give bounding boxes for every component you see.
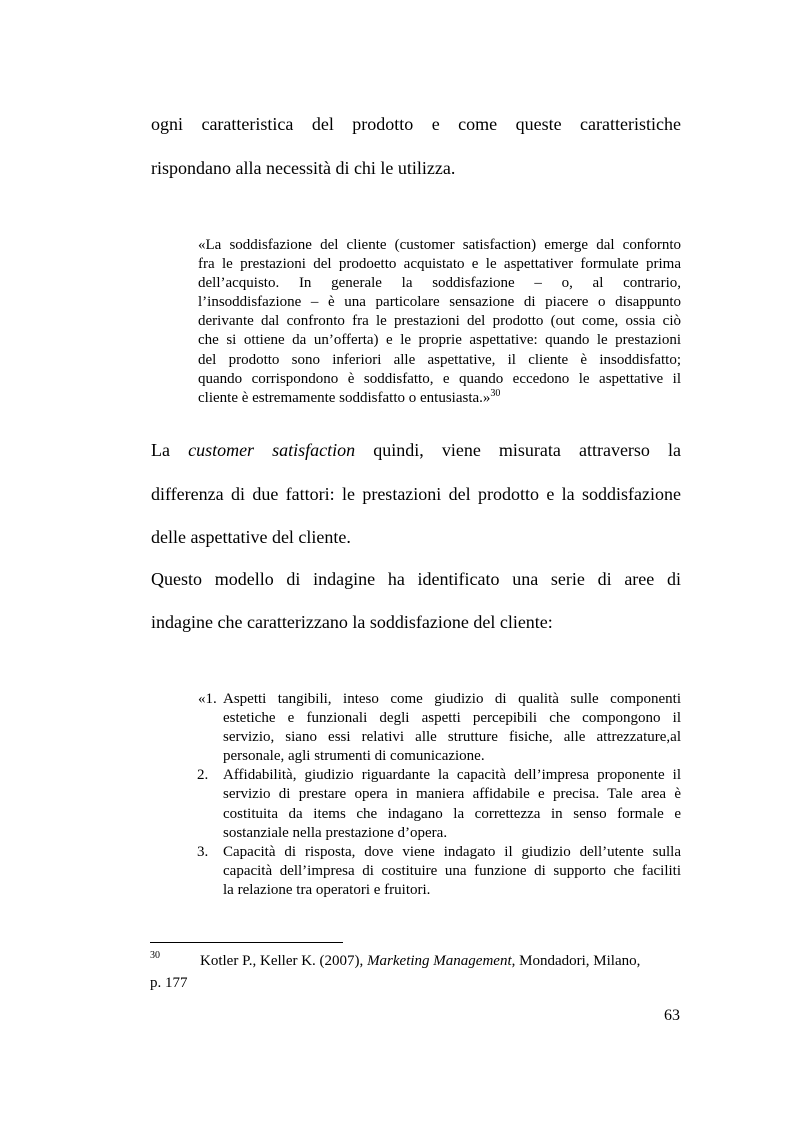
quote-line: «La soddisfazione del cliente (customer satisfaction) emerge dal confornto <box>198 237 681 253</box>
list-line: personale, agli strumenti di comunicazione. <box>223 748 485 765</box>
footnote-reference[interactable]: 30 <box>490 387 501 399</box>
body-line: rispondano alla necessità di chi le utilizza. <box>151 158 456 178</box>
list-line: sostanziale nella prestazione d’opera. <box>223 824 448 841</box>
list-line: Capacità di risposta, dove viene indagato il giudizio dell’utente sulla <box>223 843 681 860</box>
quote-line: l’insoddisfazione – è una particolare sensazione di piacere o disappunto <box>198 294 681 311</box>
quote-last-text: cliente è estremamente soddisfatto o entusiasta.» <box>198 389 491 406</box>
block-quote <box>198 236 681 408</box>
list-item <box>198 766 681 842</box>
body-text-segment: quindi, viene misurata attraverso la <box>373 440 682 460</box>
italic-term: customer satisfaction <box>188 440 356 460</box>
body-line: delle aspettative del cliente. <box>151 527 351 547</box>
body-line: ogni caratteristica del prodotto e come queste caratteristiche <box>151 114 681 134</box>
footnote-line: p. 177 <box>150 975 188 991</box>
quote-line: che si ottiene da un’offerta) e le proprie aspettative: quando le prestazioni <box>198 332 681 349</box>
list-number: 3. <box>197 843 209 860</box>
body-text-segment: La <box>151 440 170 460</box>
quote-line <box>198 389 681 408</box>
list-line: Affidabilità, giudizio riguardante la capacità dell’impresa proponente il <box>223 767 681 784</box>
list-item <box>198 690 681 766</box>
body-line <box>151 440 681 461</box>
list-item <box>198 843 681 900</box>
numbered-list <box>198 690 681 900</box>
list-line: servizio di prestare opera in maniera affidabile e precisa. Tale area è <box>223 786 681 803</box>
quote-line: fra le prestazioni del prodoetto acquistato e le aspettativer formulate prima <box>198 256 681 273</box>
footnote-line <box>150 950 680 972</box>
body-line: indagine che caratterizzano la soddisfazione del cliente: <box>151 612 553 632</box>
footnote-text: , Mondadori, Milano, <box>511 953 641 969</box>
quote-line: derivante dal confronto fra le prestazioni del prodotto (out come, ossia ciò <box>198 313 681 330</box>
footnote-title: Marketing Management <box>367 953 512 969</box>
list-number: 2. <box>197 767 209 784</box>
list-line: Aspetti tangibili, inteso come giudizio di qualità sulle componenti <box>223 691 681 707</box>
footnote <box>150 950 680 994</box>
list-line: estetiche e funzionali degli aspetti percepibili che compongono il <box>223 710 681 727</box>
list-number: «1. <box>198 691 217 707</box>
footnote-text: Kotler P., Keller K. (2007), <box>200 953 364 969</box>
list-line: servizio, siano essi relativi alle strutture fisiche, alle attrezzature,al <box>223 729 681 746</box>
body-line: differenza di due fattori: le prestazioni del prodotto e la soddisfazione <box>151 484 681 504</box>
list-line: capacità dell’impresa di costituire una funzione di supporto che faciliti <box>223 862 681 879</box>
quote-line: quando corrispondono è soddisfatto, e quando eccedono le aspettative il <box>198 370 681 387</box>
quote-line: del prodotto sono inferiori alle aspettative, il cliente è insoddisfatto; <box>198 351 681 368</box>
list-line: la relazione tra operatori e fruitori. <box>223 881 431 898</box>
quote-line: dell’acquisto. In generale la soddisfazione – o, al contrario, <box>198 275 681 292</box>
footnote-separator <box>150 942 343 943</box>
footnote-mark: 30 <box>150 950 160 961</box>
page-number: 63 <box>664 1007 680 1024</box>
list-line: costituita da items che indagano la correttezza in senso formale e <box>223 805 681 822</box>
body-line: Questo modello di indagine ha identificato una serie di aree di <box>151 569 681 589</box>
